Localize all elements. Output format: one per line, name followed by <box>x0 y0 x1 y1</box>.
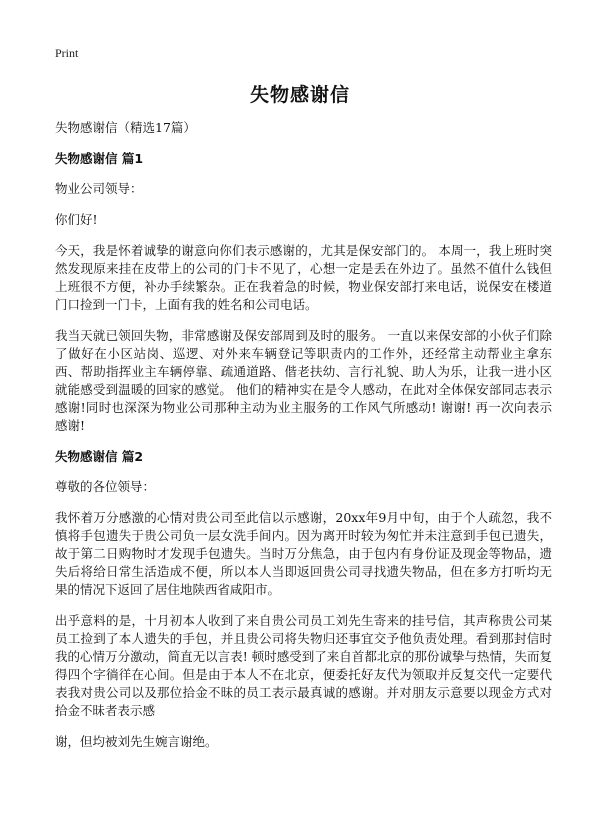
body-paragraph: 今天，我是怀着诚挚的谢意向你们表示感谢的，尤其是保安部门的。 本周一，我上班时突然发现原来挂在皮带上的公司的门卡不见了，心想一定是丢在外边了。虽然不值什么钱但上班很不方便，补办手续繁杂。正在我着急的时候，物业保安部打来电话，说保安在楼道门口捡到一门卡，上面有我的姓名和公司电话。 <box>55 243 552 312</box>
greeting: 你们好! <box>55 212 98 227</box>
print-label: Print <box>55 46 79 60</box>
section-heading-1: 失物感谢信 篇1 <box>55 151 144 166</box>
document-body <box>55 119 552 762</box>
body-paragraph: 我当天就已领回失物，非常感谢及保安部周到及时的服务。 一直以来保安部的小伙子们除了做好在小区站岗、巡逻、对外来车辆登记等职责内的工作外，还经常主动帮业主拿东西、帮助指挥业主车辆停靠、疏通道路、偕老扶幼、言行礼貌、助人为乐，让我一进小区就能感受到温暖的回家的感觉。 他们的精神实在是令人感动，在此对全体保安部同志表示感谢!同时也深深为物业公司那种主动为业主服务的工作风气所感动! 谢谢! 再一次向表示感谢! <box>55 328 552 433</box>
salutation: 尊敬的各位领导： <box>55 479 156 494</box>
salutation: 物业公司领导： <box>55 181 143 196</box>
subtitle: 失物感谢信（精选17篇） <box>55 120 196 135</box>
body-paragraph: 谢，但均被刘先生婉言谢绝。 <box>55 734 218 749</box>
section-heading-2: 失物感谢信 篇2 <box>55 449 144 464</box>
body-paragraph: 出乎意料的是，十月初本人收到了来自贵公司员工刘先生寄来的挂号信，其声称贵公司某员工捡到了本人遗失的手包，并且贵公司将失物归还事宜交予他负责处理。看到那封信时我的心情万分激动，简直无以言表! 顿时感受到了来自首都北京的那份诚挚与热情，失而复得四个字徜徉在心间。但是由于本人不在北京，便委托好友代为领取并反复交代一定要代表我对贵公司以及那位拾金不昧的员工表示最真诚的感谢。并对朋友示意要以现金方式对拾金不昧者表示感 <box>55 613 552 718</box>
body-paragraph: 我怀着万分感激的心情对贵公司至此信以示感谢，20xx年9月中旬，由于个人疏忽，我不慎将手包遗失于贵公司负一层女洗手间内。因为离开时较为匆忙并未注意到手包已遗失，故于第二日购物时才发现手包遗失。当时万分焦急，由于包内有身份证及现金等物品，遗失后将给日常生活造成不便，所以本人当即返回贵公司寻找遗失物品，但在多方打听均无果的情况下返回了居住地陕西省咸阳市。 <box>55 510 552 597</box>
page-title: 失物感谢信 <box>249 84 350 106</box>
